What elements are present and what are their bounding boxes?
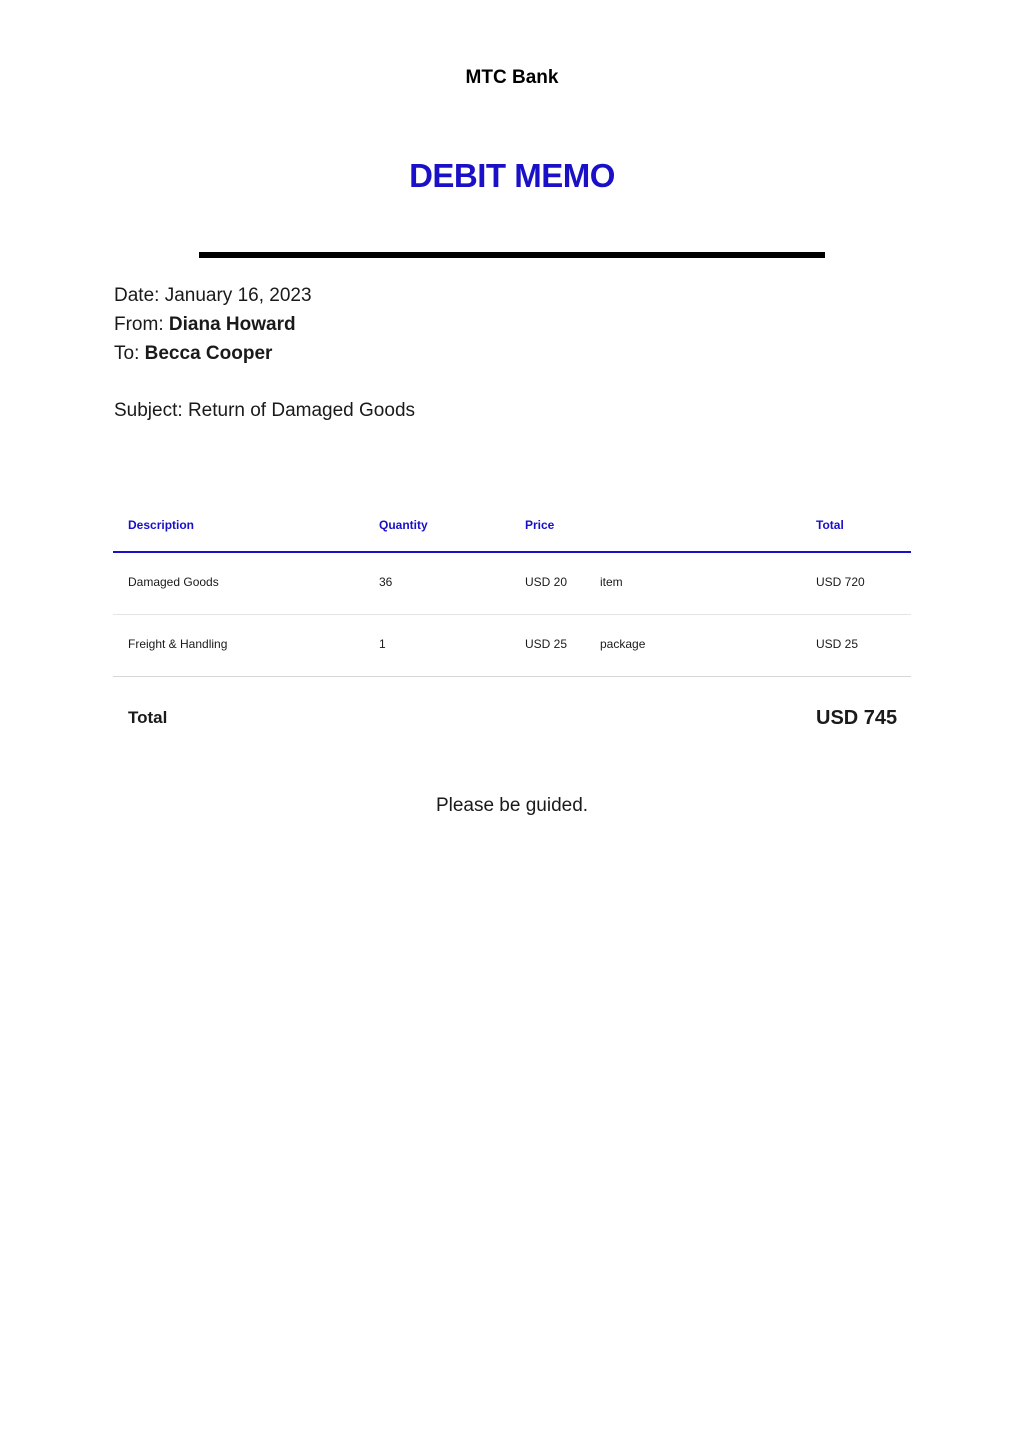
grand-total-value: USD 745 [816, 707, 898, 729]
table-row [113, 553, 911, 615]
subject-value: Return of Damaged Goods [187, 400, 416, 421]
row-quantity: 36 [379, 575, 393, 589]
row-total: USD 25 [816, 637, 859, 651]
row-price: USD 25 [525, 637, 568, 651]
column-header-price: Price [525, 518, 555, 532]
to-value: Becca Cooper [144, 343, 273, 364]
row-price: USD 20 [525, 575, 568, 589]
bank-name: MTC Bank [465, 67, 559, 88]
subject-label: Subject: [114, 400, 183, 421]
from-value: Diana Howard [168, 314, 296, 335]
row-unit: item [600, 575, 623, 589]
date-value: January 16, 2023 [164, 285, 312, 306]
column-header-description: Description [128, 518, 195, 532]
to-label: To: [114, 343, 140, 364]
row-description: Damaged Goods [128, 575, 219, 589]
row-unit: package [600, 637, 646, 651]
table-row [113, 615, 911, 677]
row-quantity: 1 [379, 637, 386, 651]
line-items-table [113, 500, 911, 757]
title-divider [199, 252, 825, 258]
column-header-total: Total [816, 518, 844, 532]
row-total: USD 720 [816, 575, 865, 589]
from-label: From: [114, 314, 164, 335]
column-header-quantity: Quantity [379, 518, 428, 532]
memo-subject [114, 399, 415, 423]
table-header [113, 500, 911, 553]
memo-from [114, 313, 296, 337]
document-title: DEBIT MEMO [409, 157, 615, 194]
grand-total-label: Total [128, 708, 168, 727]
row-description: Freight & Handling [128, 637, 228, 651]
memo-to [114, 342, 272, 366]
date-label: Date: [114, 285, 160, 306]
closing-note: Please be guided. [435, 795, 589, 816]
grand-total-row [113, 677, 911, 757]
memo-date [114, 284, 312, 308]
